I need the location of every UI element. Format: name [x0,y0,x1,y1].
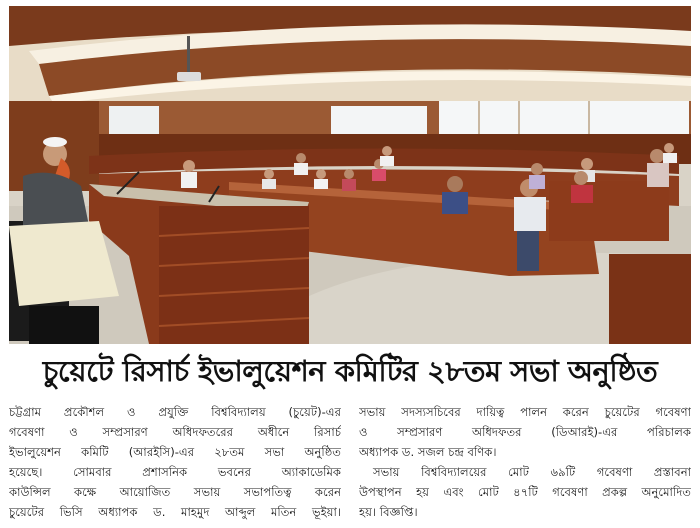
body-line: ও সম্প্রসারণ অধিদফতর (ডিআরই)-এর পরিচালক [359,425,691,439]
body-line: চট্টগ্রাম প্রকৌশল ও প্রযুক্তি বিশ্ববিদ্যালয় (চুয়েট)-এর [9,405,341,419]
body-line: সভায় সদস্যসচিবের দায়িত্ব পালন করেন চুয়েটের গবেষণা [359,405,691,419]
body-line: চুয়েটের ভিসি অধ্যাপক ড. মাহমুদ আব্দুল মতিন ভূইয়া। [9,505,341,519]
office-chair [29,306,99,344]
desk-right-back [549,181,669,241]
meeting-room-illustration [9,6,691,344]
article-column-right [359,402,691,524]
body-line: কাউন্সিল কক্ষে আয়োজিত সভায় সভাপতিত্ব করেন [9,485,341,499]
window-right [439,101,689,139]
body-line: সভায় বিশ্ববিদ্যালয়ের মোট ৬৯টি গবেষণা প্রস্তাবনা [373,465,691,479]
body-line: হয়েছে। সোমবার প্রশাসনিক ভবনের অ্যাকাডেমিক [9,465,341,479]
body-line: উপস্থাপন হয় এবং মোট ৪৭টি গবেষণা প্রকল্প অনুমোদিত [359,485,691,499]
body-line: হয়। বিজ্ঞপ্তি। [359,505,418,519]
news-photo [9,6,691,344]
article-body [9,402,691,524]
presiding-desk-front [159,206,309,344]
body-line: অধ্যাপক ড. সজল চন্দ্র বণিক। [359,445,497,459]
article-headline: চুয়েটে রিসার্চ ইভালুয়েশন কমিটির ২৮তম সভা অনুষ্ঠিত [42,353,658,388]
projector [177,72,201,81]
body-line: ইভালুয়েশন কমিটি (আরইসি)-এর ২৮তম সভা অনুষ্ঠিত [9,445,341,459]
body-line: গবেষণা ও সম্প্রসারণ অধিদফতরের অধীনে রিসার্চ [9,425,341,439]
desk-right-corner [609,254,691,344]
projector-mount [187,36,190,74]
article-column-left [9,402,341,524]
